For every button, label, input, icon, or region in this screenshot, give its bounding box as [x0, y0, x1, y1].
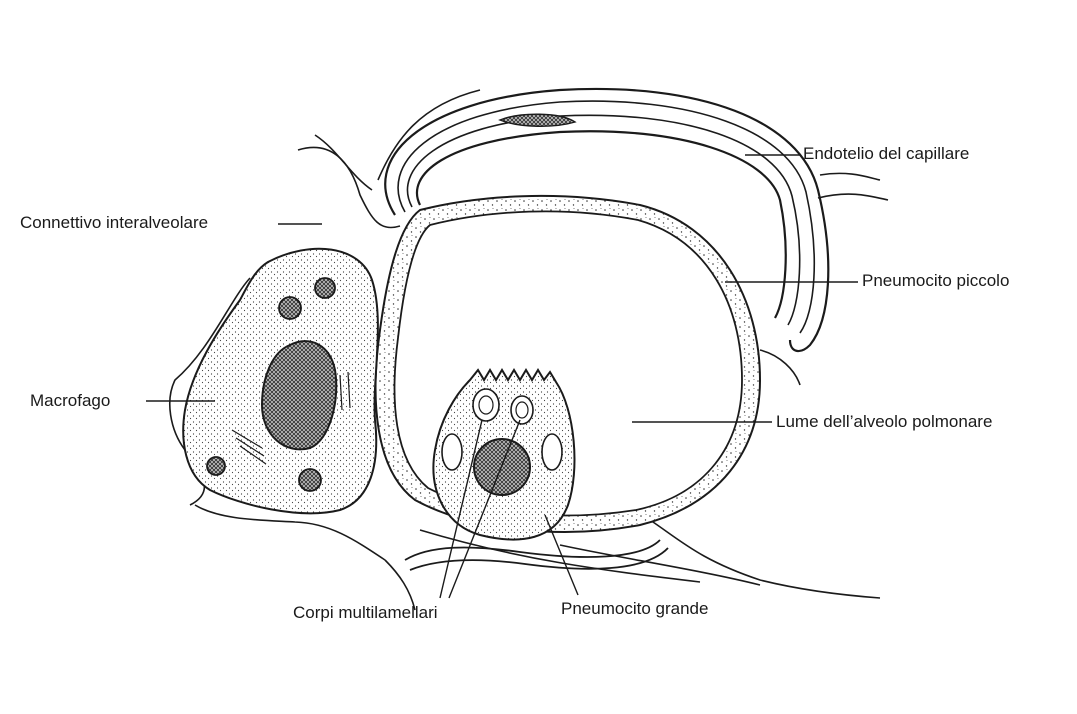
- label-pneumocito-grande: Pneumocito grande: [561, 599, 709, 618]
- label-endotelio-capillare: Endotelio del capillare: [803, 144, 970, 163]
- label-connettivo-interalveolare: Connettivo interalveolare: [20, 213, 209, 232]
- label-corpi-multilamellari: Corpi multilamellari: [293, 603, 438, 622]
- label-lume-alveolo: Lume dell’alveolo polmonare: [776, 412, 993, 431]
- lower-capillary: [405, 540, 668, 570]
- label-macrofago: Macrofago: [30, 391, 111, 410]
- macrophage: [183, 249, 378, 513]
- label-pneumocito-piccolo: Pneumocito piccolo: [862, 271, 1010, 290]
